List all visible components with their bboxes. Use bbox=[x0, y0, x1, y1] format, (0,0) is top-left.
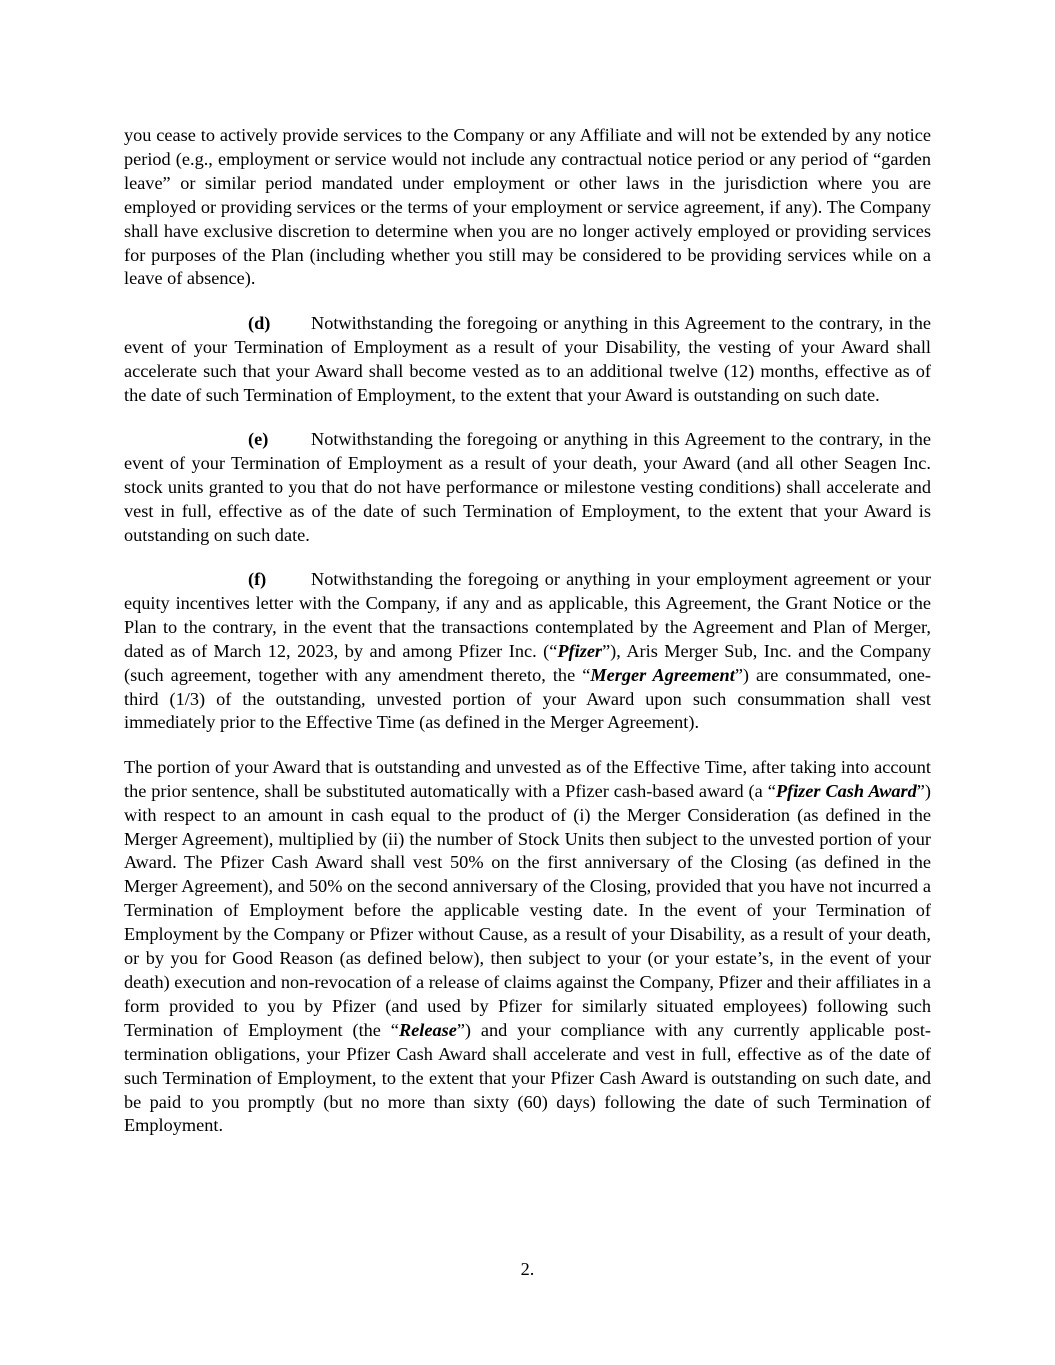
section-f bbox=[124, 568, 931, 735]
section-label: (d) bbox=[248, 312, 271, 333]
section-text: Notwithstanding the foregoing or anything in this Agreement to the contrary, in the event of your Termination of Employment as a result of your death, your Award (and all other Seagen Inc. stock units granted to you that do not have performance or milestone vesting conditions) shall accelerate and vest in full, effective as of the date of such Termination of Employment, to the extent that your Award is outstanding on such date. bbox=[124, 428, 931, 545]
paragraph-continuation bbox=[124, 124, 931, 291]
defined-term-pfizer-cash-award: Pfizer Cash Award bbox=[775, 780, 917, 801]
section-text: Notwithstanding the foregoing or anything in your employment agreement or your equity incentives letter with the Company, if any and as applicable, this Agreement, the Grant Notice or the Plan to the contrary, in the event that the transactions contemplated by the Agreement and Plan of Merger, dated as of March 12, 2023, by and among Pfizer Inc. (“ bbox=[124, 569, 931, 661]
paragraph-text: ”) and your compliance with any currently applicable post-termination obligations, your Pfizer Cash Award shall accelerate and vest in full, effective as of the date of such Termination of Employment, to the extent that your Pfizer Cash Award is outstanding on such date, and be paid to you promptly (but no more than sixty (60) days) following the date of such Termination of Employment. bbox=[124, 1019, 932, 1136]
section-text: ”) are consummated, one-third (1/3) of the outstanding, unvested portion of your Award upon such consummation shall vest immediately prior to the Effective Time (as defined in the Merger Agreement). bbox=[124, 664, 931, 733]
paragraph-text: ”) with respect to an amount in cash equal to the product of (i) the Merger Consideration (as defined in the Merger Agreement), multiplied by (ii) the number of Stock Units then subject to the unvested portion of your Award. The Pfizer Cash Award shall vest 50% on the first anniversary of the Closing (as defined in the Merger Agreement), and 50% on the second anniversary of the Closing, provided that you have not incurred a Termination of Employment before the applicable vesting date. In the event of your Termination of Employment by the Company or Pfizer without Cause, as a result of your Disability, as a result of your death, or by you for Good Reason (as defined below), then subject to your (or your estate’s, in the event of your death) execution and non-revocation of a release of claims against the Company, Pfizer and their affiliates in a form provided to you by Pfizer (and used by Pfizer for similarly situated employees) following such Termination of Employment (the “ bbox=[124, 780, 931, 1040]
section-d bbox=[124, 312, 931, 408]
defined-term-pfizer: Pfizer bbox=[557, 640, 603, 661]
defined-term-release: Release bbox=[398, 1019, 457, 1040]
section-label: (e) bbox=[248, 428, 269, 449]
section-e bbox=[124, 428, 931, 548]
page-number: 2. bbox=[520, 1259, 535, 1279]
paragraph-text: you cease to actively provide services to the Company or any Affiliate and will not be extended by any notice period (e.g., employment or service would not include any contractual notice period or any period of “garden leave” or similar period mandated under employment or other laws in the jurisdiction where you are employed or providing services or the terms of your employment or service agreement, if any). The Company shall have exclusive discretion to determine when you are no longer actively employed or providing services for purposes of the Plan (including whether you still may be considered to be providing services while on a leave of absence). bbox=[124, 125, 931, 289]
document-page bbox=[124, 124, 931, 1159]
section-text: ”), Aris Merger Sub, Inc. and the Company (such agreement, together with any amendment thereto, the “ bbox=[124, 640, 931, 685]
paragraph-text: The portion of your Award that is outstanding and unvested as of the Effective Time, after taking into account the prior sentence, shall be substituted automatically with a Pfizer cash-based award (a “ bbox=[124, 756, 931, 801]
section-label: (f) bbox=[248, 569, 267, 589]
section-text: Notwithstanding the foregoing or anything in this Agreement to the contrary, in the event of your Termination of Employment as a result of your Disability, the vesting of your Award shall accelerate such that your Award shall become vested as to an additional twelve (12) months, effective as of the date of such Termination of Employment, to the extent that your Award is outstanding on such date. bbox=[124, 312, 931, 405]
defined-term-merger-agreement: Merger Agreement bbox=[590, 664, 735, 685]
paragraph-pfizer-cash-award bbox=[124, 756, 931, 1139]
